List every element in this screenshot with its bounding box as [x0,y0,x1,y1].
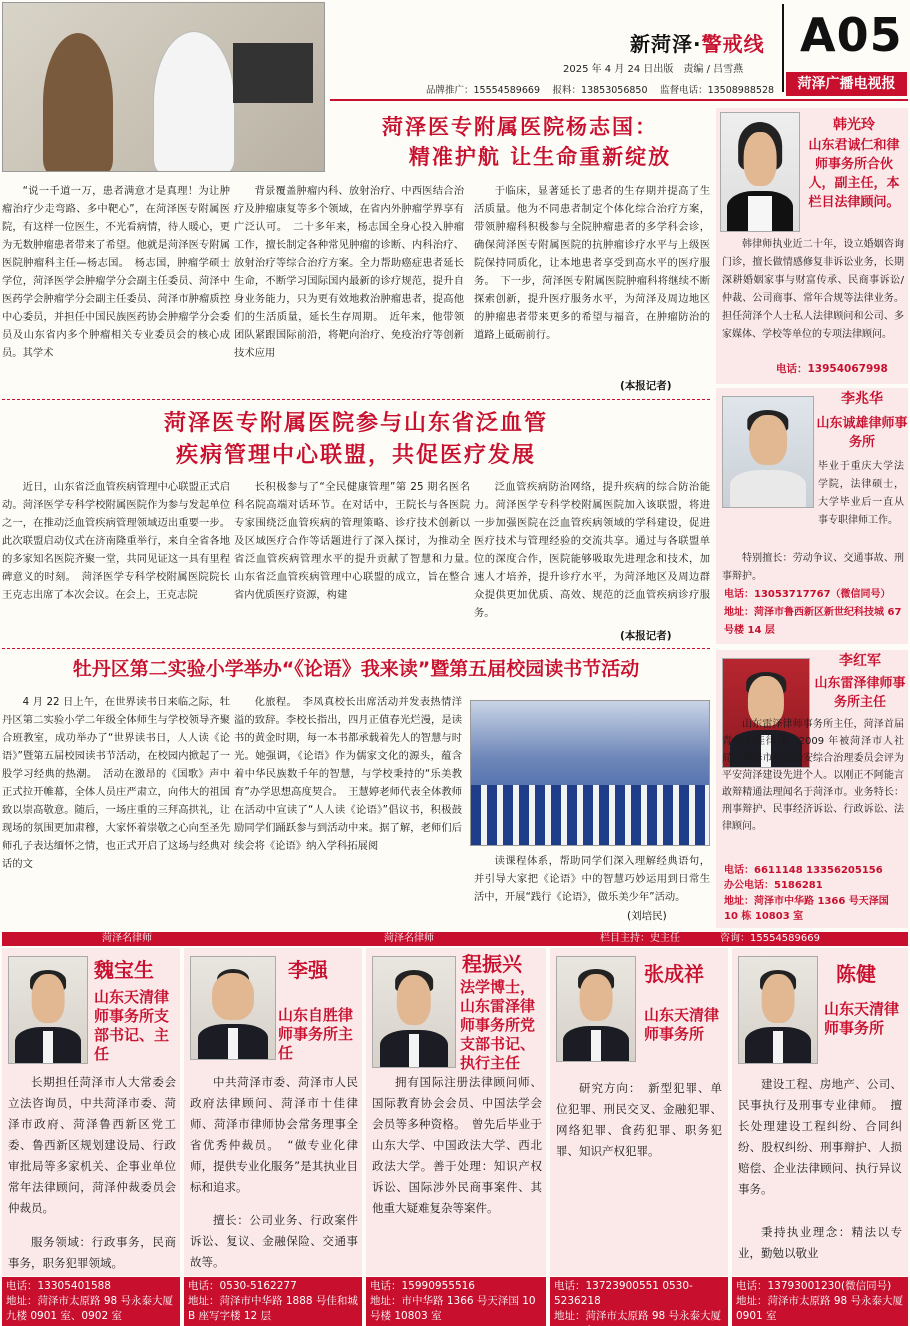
article3-col2: 化旅程。 李凤真校长出席活动并发表热情洋溢的致辞。李校长指出，四月正值春光烂漫，是读书的黄金时期，每一本书都承载着先人的智慧与时光。她强调，《论语》作为儒家文化的源头，蕴含着中华民族数千年的智慧，与学校秉持的“乐美教育”办学思想高度契合。 王慧婷老师代表全体教师在活动中宣读了“人人读《论语》”倡议书，积极鼓励同学们踊跃参与到活动中来。据了解，老师们后续会将《论语》纳入学科拓展阅 [234,696,462,852]
paper-name: 新菏泽·警戒线 [630,32,765,56]
lawyer-contact [550,1277,728,1326]
lawyer-contact [366,1277,546,1326]
lawyer-contact [184,1277,362,1326]
article1-title-line2: 精准护航 让生命重新绽放 [408,145,672,169]
lawyer-address: 地址：菏泽市太原路 98 号永泰大厦九楼 0901 室、0902 室 [6,1295,174,1322]
lawyer-service: 擅长：公司业务、行政案件诉讼、复议、金融保险、交通事故等。 [190,1213,358,1269]
header-divider [782,4,784,92]
lawyer-card [2,948,180,1276]
lawyer2-address: 地址：菏泽市鲁西新区新世纪科技城 67 号楼 14 层 [724,607,902,636]
lawyer-title: 山东天清律师事务所 [644,1006,720,1043]
portrait-wei-baosheng [8,956,88,1064]
column-host: 栏目主持：史主任 [600,933,680,944]
sidebar-lawyer2 [716,388,908,644]
column-label-1: 菏泽名律师 [102,933,152,944]
article3-col3: 读课程体系，帮助同学们深入理解经典语句，并引导大家把《论语》中的智慧巧妙运用到日常生活中，开展“践行《论语》，做乐美少年”活动。 [474,855,710,903]
article3-title: 牡丹区第二实验小学举办“《论语》我来读”暨第五届校园读书节活动 [72,658,640,680]
lawyer-name: 陈健 [836,962,876,986]
lawyer-title: 法学博士，山东雷泽律师事务所党支部书记、执行主任 [460,978,536,1072]
article1-col2: 背景覆盖肿瘤内科、放射治疗、中西医结合治疗及肿瘤康复等多个领域，在省内外肿瘤学界享有广泛认可。 二十多年来，杨志国全身心投入肿瘤工作，擅长制定各种常见肿瘤的诊断、内科治疗、放射治疗等综合治疗方案。全力帮助癌症患者延长生命，不断学习国际国内最新的诊疗规范，提升自身业务能力，只为更有效地救治肿瘤患者，提高他们的生活质量，延长生存周期。 近年来，他带领团队紧跟国际前沿，将靶向治疗、免疫治疗等创新技术应用 [234,185,464,359]
article1-col3: 于临床，显著延长了患者的生存期并提高了生活质量。他为不同患者制定个体化综合治疗方案，带领肿瘤科积极参与全院肿瘤患者的多学科会诊，确保菏泽医专附属医院的抗肿瘤诊疗水平与上级医院保持同质化，让本地患者享受到高水平的医疗服务。 下一步，菏泽医专附属医院肿瘤科将继续不断探索创新，提升医疗服务水平，为菏泽及周边地区的肿瘤患者带来更多的希望与福音，在肿瘤防治的道路上砥砺前行。 [474,185,710,341]
portrait-cheng-zhenxing [372,956,456,1068]
column-consult: 咨询：15554589669 [720,933,820,944]
lawyer2-phone: 电话：13053717767（微信同号） [724,589,891,600]
lawyer-phone: 电话：15990955516 [370,1280,475,1292]
article2-title-line1: 菏泽医专附属医院参与山东省泛血管 [163,411,548,436]
article1-title [330,112,710,172]
supervision-phone: 监督电话：13508988528 [660,85,775,96]
reading-event-photo [470,700,710,846]
article3-col1: 4 月 22 日上午，在世界读书日来临之际，牡丹区第二实验小学二年级全体师生与学校领导齐聚合班教室，成功举办了“世界读书日，人人读《论语》”暨第五届校园读书节活动，在校园内掀起了一股学习经典的热潮。 活动在激昂的《国歌》声中正式拉开帷幕，全体人员庄严肃立，向伟大的祖国致以崇高敬意。随后，一场庄重的三拜高拱礼，让现场的氛围更加肃穆，大家怀着崇敬之心向至圣先师孔子表达缅怀之情，也正式开启了这场与经典对话的文 [2,696,230,870]
lawyer-name: 李强 [288,958,328,982]
lawyer1-desc: 韩律师执业近二十年，设立婚姻咨询门诊，擅长做情感修复非诉讼业务，长期深耕婚姻家事与财富传承、民商事诉讼/仲裁、公司商事、常年合规等法律业务。担任菏泽个人士私人法律顾问和公司、多家媒体、学校等单位的专项法律顾问。 [722,239,904,340]
lawyer-card [550,948,728,1276]
lawyer-desc: 建设工程、房地产、公司、民事执行及刑事专业律师。 擅长处理建设工程纠纷、合同纠纷、股权纠纷、刑事辩护、人损赔偿、企业法律顾问、执行异议事务。 [738,1077,902,1196]
lawyer2-firm: 山东诚雄律师事务所 [816,416,908,450]
lawyer-contact [2,1277,180,1326]
portrait-zhang-chengxiang [556,956,636,1062]
lawyer3-phone: 电话：6611148 13356205156 [724,865,883,876]
lawyer-name: 张成祥 [644,962,704,986]
lawyer-title: 山东天清律师事务所支部书记、主任 [94,988,170,1063]
column-bar [2,932,908,946]
article1-byline: (本报记者) [620,380,672,392]
lawyer-address: 地址：菏泽市太原路 98 号永泰大厦 0901 室 [736,1295,904,1322]
lawyer-title: 山东天清律师事务所 [824,1000,900,1037]
lawyer-phone: 电话：0530-5162277 [188,1280,297,1292]
lawyer-desc: 中共菏泽市委、菏泽市人民政府法律顾问、菏泽市十佳律师、菏泽市律师协会常务理事全省优秀仲裁员。 “做专业化律师，提供专业化服务”是其执业目标和追求。 [190,1075,358,1194]
station-banner: 菏泽广播电视报 [786,72,907,96]
lawyer3-name: 李红军 [839,653,881,669]
article3-byline: (刘培民) [627,910,667,922]
lawyer-service: 服务领域：行政事务，民商事务，职务犯罪领域。 [8,1235,176,1270]
article2-title-line2: 疾病管理中心联盟，共促医疗发展 [175,443,536,468]
column-label-2: 菏泽名律师 [384,933,434,944]
portrait-chen-jian [738,956,818,1064]
lawyer2-specialty: 特别擅长：劳动争议、交通事故、刑事辩护。 [722,553,904,582]
lawyer-desc: 长期担任菏泽市人大常委会立法咨询员，中共菏泽市委、菏泽市政府、菏泽鲁西新区党工委、鲁西新区规划建设局、行政审批局等多家机关、企事业单位常年法律顾问，菏泽仲裁委员会仲裁员。 [8,1075,176,1215]
article1-title-line1: 菏泽医专附属医院杨志国： [382,115,658,139]
lawyer-service: 秉持执业理念：精法以专业，勤勉以敬业 [738,1225,902,1260]
article2-col2: 长积极参与了“全民健康管理”第 25 期名医名科名院高端对话环节。在对话中，王院长与各医院专家围绕泛血管疾病的管理策略、诊疗技术创新以及区域医疗合作等话题进行了深入探讨，为推动全省泛血管疾病管理水平的提升贡献了智慧和力量。 山东省泛血管疾病管理中心联盟的成立，旨在整合省内优质医疗资源，构建 [234,481,470,601]
lawyer-address: 地址：市中华路 1366 号天泽国 10 号楼 10803 室 [370,1295,536,1322]
page-number: A05 [800,8,903,62]
article2-col3: 泛血管疾病防治网络，提升疾病的综合防治能力。菏泽医学专科学校附属医院加入该联盟，将进一步加强医院在泛血管疾病领域的学科建设，促进医疗技术与管理经验的交流共享。通过与各联盟单位的深度合作，医院能够吸取先进理念和技术，加速人才培养，提升诊疗水平，为菏泽地区及周边群众提供更加优质、高效、规范的泛血管疾病诊疗服务。 [474,481,710,619]
article2-title [2,408,710,472]
lawyer-phone: 电话：13793001230(微信同号) [736,1280,892,1292]
lawyer-address: 地址：菏泽市太原路 98 号永泰大厦 [554,1310,722,1322]
lawyer-desc: 拥有国际注册法律顾问师、国际教育协会会员、中国法学会会员等多种资格。 曾先后毕业于山东大学、中国政法大学、西北政法大学。善于处理：知识产权诉讼、国际涉外民商事案件、其他重大疑难复杂等案件。 [372,1075,542,1215]
lawyer2-desc: 毕业于重庆大学法学院，法律硕士，大学毕业后一直从事专职律师工作。 [818,461,904,526]
lawyer-card [732,948,908,1276]
article1-col1: “说一千道一万，患者满意才是真理！为让肿瘤治疗少走弯路、多中靶心”，在菏泽医专附属医院，有这样一位医生，不光看病情，待人暖心，更为无数肿瘤患者带来了希望。他就是菏泽医专附属医院肿瘤科主任—杨志国。 杨志国，肿瘤学硕士学位，菏泽医学会肿瘤学分会副主任委员、菏泽中医药学会肿瘤学分会副主任委员、菏泽市肿瘤质控中心委员，并担任中国民族医药协会肿瘤学分会委员及山东省内多个肿瘤相关专业委员会的核心成员。其学术 [2,185,230,359]
lawyer-name: 魏宝生 [94,958,154,982]
separator [2,399,710,400]
lawyer3-firm: 山东雷泽律师事务所主任 [814,676,906,710]
tip-line: 报料：13853056850 [552,85,648,96]
lawyer-card [184,948,362,1276]
lawyer3-office-phone: 办公电话：5186281 [724,880,823,891]
lawyer-phone: 电话：13305401588 [6,1280,111,1292]
lawyer-desc: 研究方向： 新型犯罪、单位犯罪、刑民交叉、金融犯罪、网络犯罪、食药犯罪、职务犯罪、知识产权犯罪。 [556,1081,722,1158]
lawyer-address: 地址：菏泽市中华路 1888 号佳和城 B 座写字楼 12 层 [188,1295,358,1322]
portrait-li-qiang [190,956,276,1060]
date-editor: 2025 年 4 月 24 日出版 责编 / 吕雪燕 [563,64,744,75]
separator [2,648,710,649]
portrait-han-guangling [720,112,800,232]
lawyer-name: 程振兴 [462,952,522,976]
contact-line [426,82,774,96]
doctor-consultation-photo [2,2,325,172]
lawyer-title: 山东自胜律师事务所主任 [278,1006,354,1062]
article2-byline: (本报记者) [620,630,672,642]
brand-promo: 品牌推广：15554589669 [426,85,540,96]
lawyer-contact [732,1277,908,1326]
header-rule [330,99,908,101]
lawyer3-desc: 山东雷泽律师事务所主任，菏泽首届青年十佳律师，2009 年被菏泽市人社局、菏泽市社会治安综合治理委员会评为平安菏泽建设先进个人。以刚正不阿能言敢辩精通法理闻名于菏泽市。业务特长：刑事辩护、民事经济诉讼、行政诉讼、法律顾问。 [722,719,904,832]
lawyer-card [366,948,546,1276]
lawyer1-title: 山东君诚仁和律师事务所合伙人，副主任，本栏目法律顾问。 [808,138,900,210]
lawyer3-address: 地址：菏泽市中华路 1366 号天泽国 10 栋 10803 室 [724,896,889,922]
lawyer1-phone: 电话：13954067998 [776,363,888,375]
sidebar-lawyer3 [716,650,908,928]
sidebar-lawyer1 [716,108,908,384]
lawyer1-name: 韩光玲 [833,117,875,133]
lawyer2-name: 李兆华 [841,391,883,407]
lawyer-phone: 电话：13723900551 0530-5236218 [554,1280,693,1307]
article2-col1: 近日，山东省泛血管疾病管理中心联盟正式启动。菏泽医学专科学校附属医院作为参与发起单位之一，在推动泛血管疾病管理领域迈出重要一步。此次联盟启动仪式在济南隆重举行，来自全省各地的多家知名医院齐聚一堂，共同见证这一具有里程碑意义的时刻。 菏泽医学专科学校附属医院院长王克志出席了本次会议。在会上，王克志院 [2,481,230,601]
